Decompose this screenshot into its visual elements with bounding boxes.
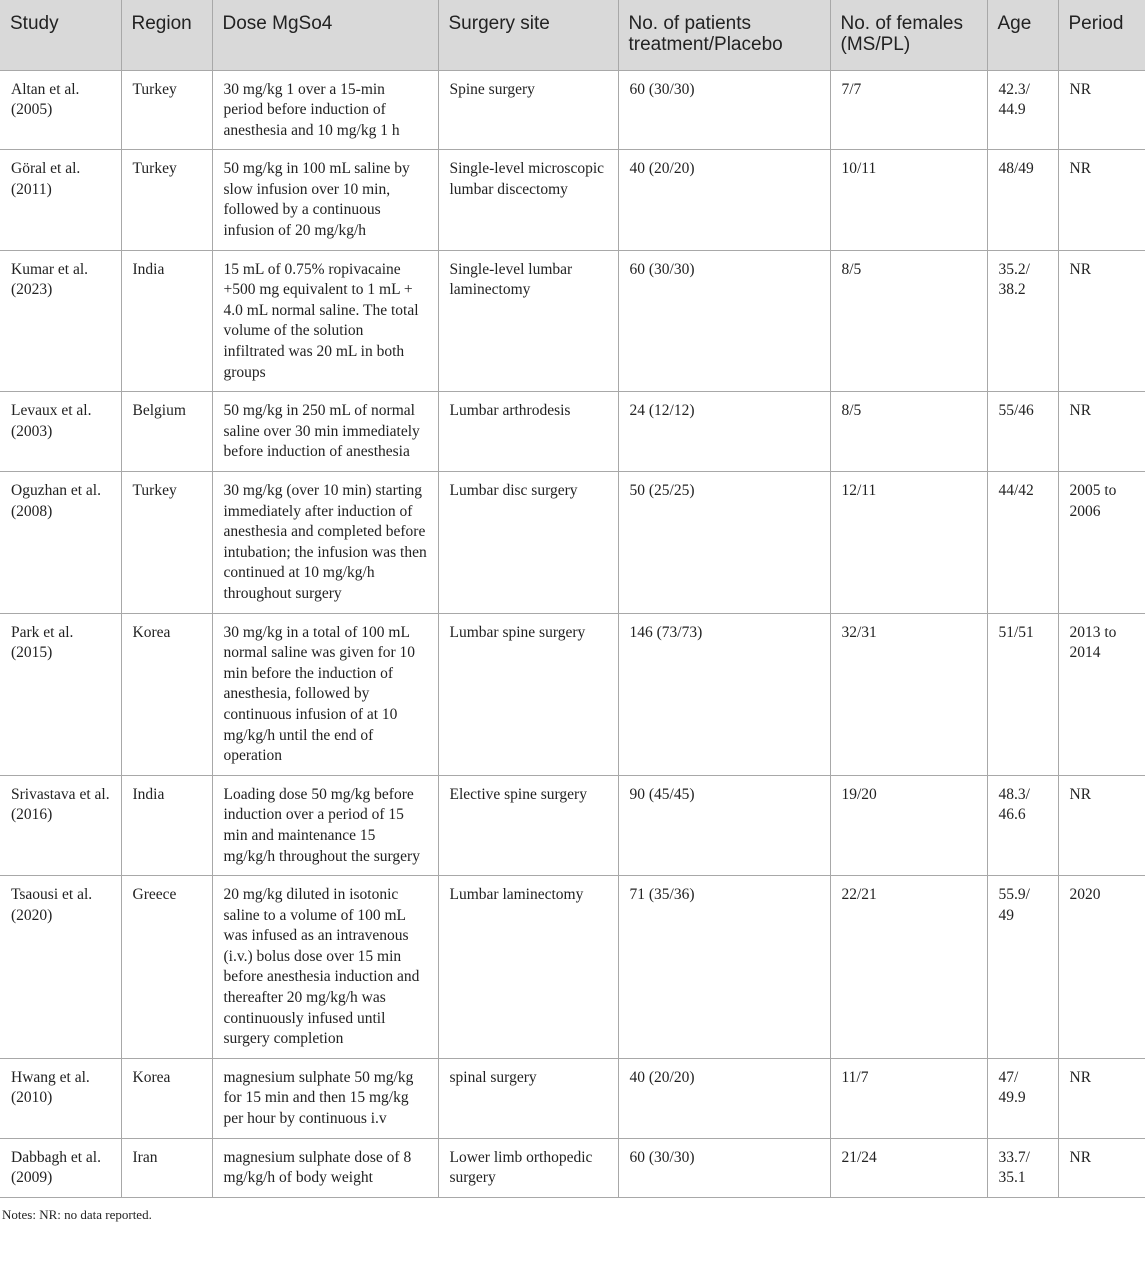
cell-females: 7/7 [830,70,987,150]
cell-site: Lumbar laminectomy [438,876,618,1059]
cell-age: 44/42 [987,472,1058,614]
cell-site: Lumbar disc surgery [438,472,618,614]
cell-site: Lumbar spine surgery [438,613,618,775]
cell-region: Turkey [121,472,212,614]
cell-study: Park et al. (2015) [0,613,121,775]
cell-dose: 50 mg/kg in 100 mL saline by slow infusion over 10 min, followed by a continuous infusion of 20 mg/kg/h [212,150,438,250]
cell-period: NR [1058,150,1145,250]
header-patients: No. of patients treatment/Placebo [618,0,830,70]
table-row [0,775,1145,875]
cell-females: 21/24 [830,1138,987,1197]
cell-females: 22/21 [830,876,987,1059]
cell-region: Turkey [121,70,212,150]
cell-period: NR [1058,392,1145,472]
cell-females: 32/31 [830,613,987,775]
cell-region: Korea [121,613,212,775]
cell-period: NR [1058,250,1145,392]
cell-dose: 50 mg/kg in 250 mL of normal saline over 30 min immediately before induction of anesthesia [212,392,438,472]
header-dose: Dose MgSo4 [212,0,438,70]
cell-period: 2020 [1058,876,1145,1059]
cell-females: 19/20 [830,775,987,875]
cell-patients: 50 (25/25) [618,472,830,614]
table-row [0,1058,1145,1138]
header-region: Region [121,0,212,70]
cell-region: Korea [121,1058,212,1138]
cell-site: Spine surgery [438,70,618,150]
cell-region: India [121,775,212,875]
cell-dose: magnesium sulphate dose of 8 mg/kg/h of body weight [212,1138,438,1197]
cell-age: 48/49 [987,150,1058,250]
cell-patients: 40 (20/20) [618,150,830,250]
table-row [0,876,1145,1059]
table-row [0,250,1145,392]
cell-site: Lumbar arthrodesis [438,392,618,472]
cell-age: 55/46 [987,392,1058,472]
cell-dose: 20 mg/kg diluted in isotonic saline to a volume of 100 mL was infused as an intravenous (i.v.) bolus dose over 15 min before anesthesia induction and thereafter 20 mg/kg/h was continuously infused until surgery completion [212,876,438,1059]
cell-dose: 30 mg/kg (over 10 min) starting immediately after induction of anesthesia and completed before intubation; the infusion was then continued at 10 mg/kg/h throughout surgery [212,472,438,614]
cell-patients: 60 (30/30) [618,1138,830,1197]
cell-age: 55.9/ 49 [987,876,1058,1059]
table-row [0,70,1145,150]
cell-age: 48.3/ 46.6 [987,775,1058,875]
cell-study: Göral et al. (2011) [0,150,121,250]
table-row [0,1138,1145,1197]
cell-age: 33.7/ 35.1 [987,1138,1058,1197]
cell-study: Srivastava et al. (2016) [0,775,121,875]
cell-site: Elective spine surgery [438,775,618,875]
cell-dose: 30 mg/kg 1 over a 15-min period before induction of anesthesia and 10 mg/kg 1 h [212,70,438,150]
cell-site: spinal surgery [438,1058,618,1138]
cell-study: Levaux et al. (2003) [0,392,121,472]
cell-dose: magnesium sulphate 50 mg/kg for 15 min and then 15 mg/kg per hour by continuous i.v [212,1058,438,1138]
cell-site: Lower limb orthopedic surgery [438,1138,618,1197]
cell-age: 35.2/ 38.2 [987,250,1058,392]
cell-dose: 30 mg/kg in a total of 100 mL normal saline was given for 10 min before the induction of anesthesia, followed by continuous infusion of at 10 mg/kg/h until the end of operation [212,613,438,775]
cell-region: India [121,250,212,392]
cell-females: 8/5 [830,392,987,472]
cell-study: Tsaousi et al. (2020) [0,876,121,1059]
table-notes: Notes: NR: no data reported. [2,1206,152,1222]
cell-study: Altan et al. (2005) [0,70,121,150]
cell-patients: 71 (35/36) [618,876,830,1059]
table-header-row [0,0,1145,70]
header-age: Age [987,0,1058,70]
cell-region: Turkey [121,150,212,250]
cell-period: NR [1058,1058,1145,1138]
cell-females: 12/11 [830,472,987,614]
cell-region: Iran [121,1138,212,1197]
cell-patients: 90 (45/45) [618,775,830,875]
table-row [0,472,1145,614]
cell-site: Single-level lumbar laminectomy [438,250,618,392]
cell-patients: 60 (30/30) [618,70,830,150]
cell-study: Dabbagh et al. (2009) [0,1138,121,1197]
cell-study: Oguzhan et al. (2008) [0,472,121,614]
cell-patients: 24 (12/12) [618,392,830,472]
cell-females: 11/7 [830,1058,987,1138]
cell-period: NR [1058,70,1145,150]
cell-site: Single-level microscopic lumbar discectomy [438,150,618,250]
cell-period: 2005 to 2006 [1058,472,1145,614]
cell-period: NR [1058,1138,1145,1197]
cell-patients: 40 (20/20) [618,1058,830,1138]
header-surgery-site: Surgery site [438,0,618,70]
cell-females: 8/5 [830,250,987,392]
table-row [0,392,1145,472]
cell-age: 47/ 49.9 [987,1058,1058,1138]
cell-patients: 60 (30/30) [618,250,830,392]
header-females: No. of females (MS/PL) [830,0,987,70]
cell-patients: 146 (73/73) [618,613,830,775]
cell-region: Greece [121,876,212,1059]
cell-dose: Loading dose 50 mg/kg before induction over a period of 15 min and maintenance 15 mg/kg/h throughout the surgery [212,775,438,875]
cell-dose: 15 mL of 0.75% ropivacaine +500 mg equivalent to 1 mL + 4.0 mL normal saline. The total volume of the solution infiltrated was 20 mL in both groups [212,250,438,392]
header-study: Study [0,0,121,70]
cell-age: 51/51 [987,613,1058,775]
cell-period: NR [1058,775,1145,875]
table-row [0,613,1145,775]
cell-females: 10/11 [830,150,987,250]
cell-study: Kumar et al. (2023) [0,250,121,392]
cell-period: 2013 to 2014 [1058,613,1145,775]
table-row [0,150,1145,250]
header-period: Period [1058,0,1145,70]
cell-study: Hwang et al. (2010) [0,1058,121,1138]
cell-age: 42.3/ 44.9 [987,70,1058,150]
cell-region: Belgium [121,392,212,472]
